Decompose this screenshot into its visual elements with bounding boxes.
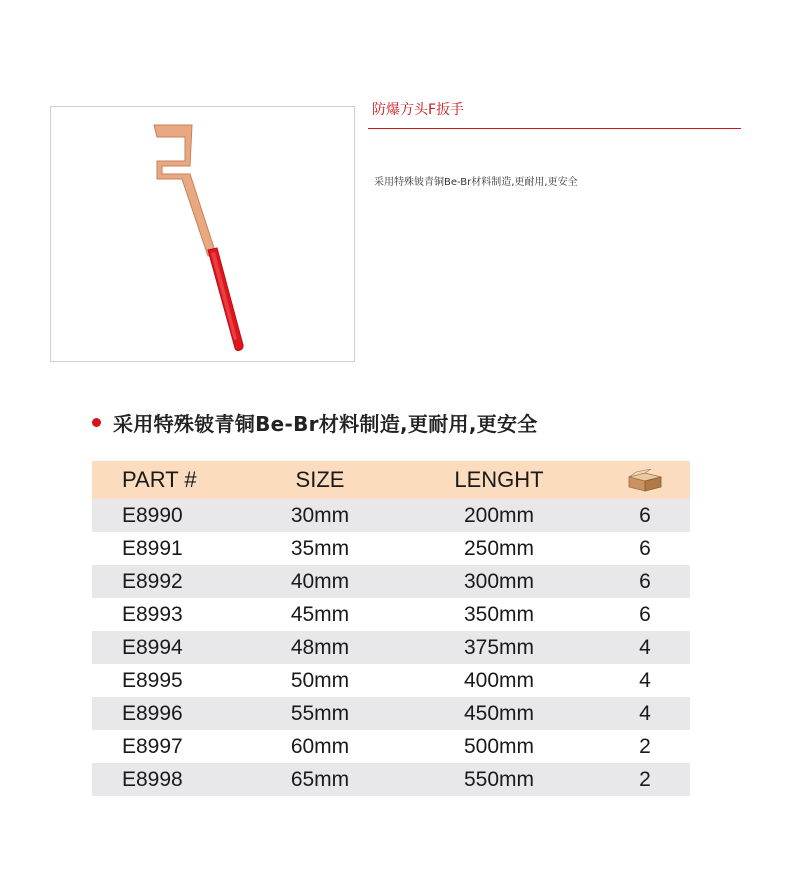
cell-part: E8997: [122, 734, 183, 758]
cell-qty: 6: [639, 602, 651, 626]
cell-qty: 6: [639, 536, 651, 560]
cell-part: E8995: [122, 668, 183, 692]
cell-size: 60mm: [290, 734, 350, 758]
cell-length: 375mm: [398, 631, 600, 664]
cell-qty: 2: [639, 734, 651, 758]
table-row: [92, 664, 690, 697]
cell-length: 450mm: [398, 697, 600, 730]
table-row: [92, 697, 690, 730]
cell-size: 40mm: [242, 565, 398, 598]
cell-length: 550mm: [398, 763, 600, 796]
cell-length: 350mm: [463, 602, 535, 626]
cell-length: 400mm: [463, 668, 535, 692]
header-length: LENGHT: [398, 461, 600, 499]
table-row: [92, 499, 690, 532]
cell-length: 200mm: [398, 499, 600, 532]
cell-qty: 4: [600, 631, 690, 664]
cell-qty: 6: [600, 565, 690, 598]
cell-length: 300mm: [398, 565, 600, 598]
cell-qty: 4: [600, 697, 690, 730]
cell-size: 48mm: [242, 631, 398, 664]
cell-qty: 4: [639, 668, 651, 692]
carton-box-icon: [627, 469, 663, 493]
cell-part: E8994: [92, 631, 242, 664]
spec-table: [92, 461, 690, 796]
cell-part: E8991: [122, 536, 183, 560]
cell-size: 65mm: [242, 763, 398, 796]
product-description: 采用特殊铍青铜Be-Br材料制造,更耐用,更安全: [374, 177, 578, 188]
cell-size: 55mm: [242, 697, 398, 730]
header-part: PART #: [92, 461, 242, 499]
cell-part: E8993: [122, 602, 183, 626]
cell-qty: 6: [600, 499, 690, 532]
cell-size: 45mm: [290, 602, 350, 626]
table-row: [92, 565, 690, 598]
header-size: SIZE: [242, 461, 398, 499]
table-row: [92, 631, 690, 664]
cell-size: 50mm: [290, 668, 350, 692]
cell-length: 500mm: [463, 734, 535, 758]
cell-part: E8990: [92, 499, 242, 532]
product-image: [50, 106, 355, 362]
f-wrench-icon: [51, 107, 356, 363]
title-divider: [368, 128, 741, 129]
cell-length: 250mm: [463, 536, 535, 560]
table-header-row: [92, 461, 690, 499]
bullet-dot-icon: [92, 418, 101, 427]
product-title: 防爆方头F扳手: [372, 102, 465, 118]
cell-part: E8992: [92, 565, 242, 598]
feature-text: 采用特殊铍青铜Be-Br材料制造,更耐用,更安全: [113, 412, 538, 436]
table-row: [92, 598, 690, 631]
cell-qty: 2: [600, 763, 690, 796]
cell-size: 30mm: [242, 499, 398, 532]
table-row: [92, 730, 690, 763]
cell-part: E8996: [92, 697, 242, 730]
header-qty: [600, 461, 690, 499]
table-row: [92, 532, 690, 565]
table-row: [92, 763, 690, 796]
cell-size: 35mm: [290, 536, 350, 560]
feature-bullet: [92, 408, 538, 440]
cell-part: E8998: [92, 763, 242, 796]
